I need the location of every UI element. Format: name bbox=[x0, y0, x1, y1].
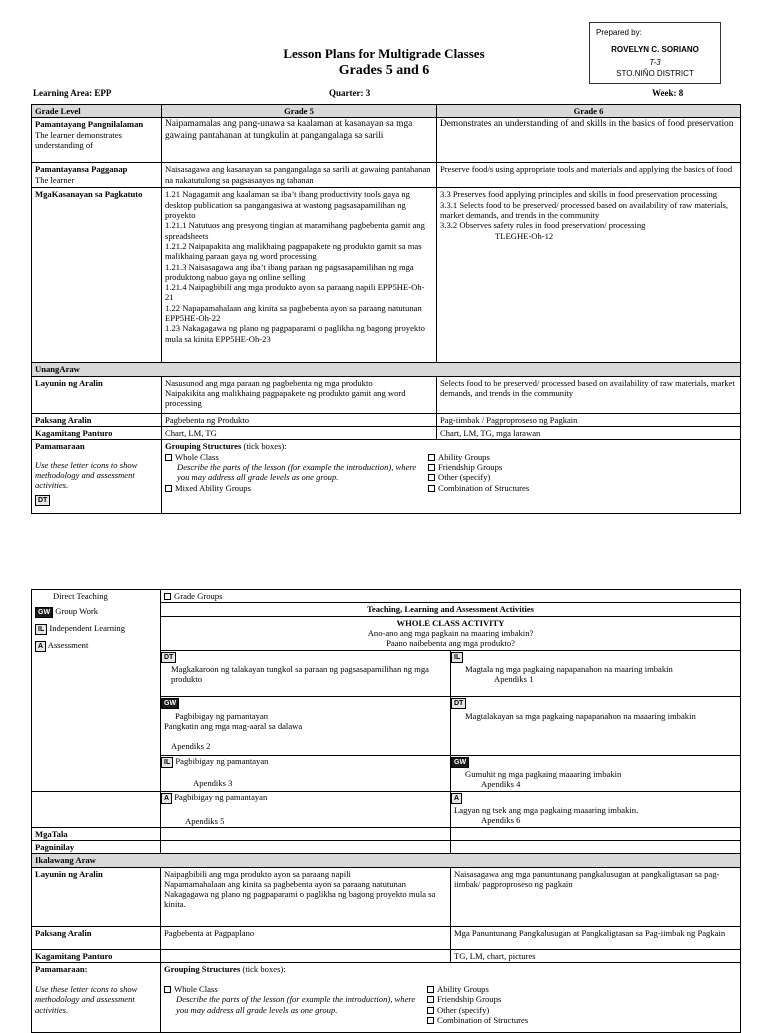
kagamitan2-g6: TG, LM, chart, pictures bbox=[451, 949, 741, 962]
legend-spacer bbox=[32, 791, 161, 827]
paksang-g6: Pag-iimbak / Pagproproseso ng Pagkain bbox=[437, 413, 741, 426]
pagganap-label: Pamantayansa Pagganap The learner bbox=[32, 163, 162, 188]
unang-araw-header: UnangAraw bbox=[32, 363, 741, 376]
paksang2-label: Paksang Aralin bbox=[32, 926, 161, 949]
activity-g5-4: A Pagbibigay ng pamantayan Apendiks 5 bbox=[161, 791, 451, 827]
kagamitan2-label: Kagamitang Panturo bbox=[32, 949, 161, 962]
a-icon: A bbox=[451, 793, 462, 804]
grade-groups: Grade Groups bbox=[161, 590, 741, 603]
paksang2-g5: Pagbebenta at Pagpaplano bbox=[161, 926, 451, 949]
layunin-g6: Selects food to be preserved/ processed based on availability of raw materials, market demands, and trends in the community bbox=[437, 376, 741, 413]
dt-icon: DT bbox=[451, 698, 466, 709]
il-icon: IL bbox=[161, 757, 173, 768]
activity-g5-2: GW Pagbibigay ng pamantayan Pangkatin ang mga mag-aaral sa dalawa Apendiks 2 bbox=[161, 696, 451, 755]
grade-groups-checkbox[interactable] bbox=[164, 593, 171, 600]
preparer-name: ROVELYN C. SORIANO bbox=[611, 45, 699, 54]
paksang-g5: Pagbebenta ng Produkto bbox=[162, 413, 437, 426]
document-subtitle: Grades 5 and 6 bbox=[338, 63, 430, 78]
lesson-table-day1 bbox=[31, 104, 741, 514]
whole-class-checkbox[interactable] bbox=[165, 454, 172, 461]
legend-cell: Direct Teaching GW Group Work IL Independent Learning A Assessment bbox=[32, 590, 161, 792]
activity-g6-1: IL Magtala ng mga pagkaing napapanahon na maaring imbakin Apendiks 1 bbox=[451, 650, 741, 696]
layunin2-g6: Naisasagawa ang mga panuntunang pangkalusugan at pangkaligtasan sa pag-iimbak/ pagproproseso ng pagkain bbox=[451, 867, 741, 926]
ikalawang-araw-header: Ikalawang Araw bbox=[32, 854, 741, 867]
header-grade6: Grade 6 bbox=[437, 105, 741, 118]
combination-checkbox[interactable] bbox=[428, 485, 435, 492]
other-checkbox[interactable] bbox=[428, 474, 435, 481]
mgatala-g6 bbox=[451, 827, 741, 840]
other-checkbox[interactable] bbox=[427, 1007, 434, 1014]
layunin2-g5: Naipagbibili ang mga produkto ayon sa paraang napili Napamamahalaan ang kinita sa pagbebenta ayon sa paraang natutunan Nakagagawa ng plano ng pagpaparami o paglikha ng bagong proyekto mula sa kinita. bbox=[161, 867, 451, 926]
pamantayang-g6: Demonstrates an understanding of and skills in the basics of food preservation bbox=[437, 118, 741, 163]
pagninilay-g5 bbox=[161, 840, 451, 853]
activity-g6-4: A Lagyan ng tsek ang mga pagkaing maaaring imbakin. Apendiks 6 bbox=[451, 791, 741, 827]
kagamitan-g5: Chart, LM, TG bbox=[162, 426, 437, 439]
pamantayang-label: Pamantayang Pangnilalaman The learner demonstrates understanding of bbox=[32, 118, 162, 163]
week: Week: 8 bbox=[652, 88, 684, 98]
preparer-district: STO.NIÑO DISTRICT bbox=[616, 69, 694, 78]
pagganap-g5: Naisasagawa ang kasanayan sa pangangalaga sa sarili at gawaing pantahanan na nakatutulong sa pagsasaayos ng tahanan bbox=[162, 163, 437, 188]
paksang-label: Paksang Aralin bbox=[32, 413, 162, 426]
pamamaraan-label: Pamamaraan Use these letter icons to show methodology and assessment activities. DT bbox=[32, 440, 162, 514]
il-legend-icon: IL bbox=[35, 624, 47, 635]
ability-groups-checkbox[interactable] bbox=[428, 454, 435, 461]
gw-legend-icon: GW bbox=[35, 607, 53, 618]
header-grade-level: Grade Level bbox=[32, 105, 162, 118]
mixed-ability-checkbox[interactable] bbox=[165, 485, 172, 492]
pagganap-g6: Preserve food/s using appropriate tools and materials and applying the basics of food bbox=[437, 163, 741, 188]
kasanayan-label: MgaKasanayan sa Pagkatuto bbox=[32, 188, 162, 363]
friendship-groups-checkbox[interactable] bbox=[428, 464, 435, 471]
lesson-table-continued bbox=[31, 589, 741, 1033]
header-grade5: Grade 5 bbox=[162, 105, 437, 118]
layunin-g5: Nasusunod ang mga paraan ng pagbebenta ng mga produkto Naipakikita ang malikhaing pagpapakete ng produkto gamit ang word processing bbox=[162, 376, 437, 413]
pagninilay-label: Pagninilay bbox=[32, 840, 161, 853]
activity-g5-1: DT Magkakaroon ng talakayan tungkol sa paraan ng pagsasapamilihan ng mga produkto bbox=[161, 650, 451, 696]
friendship-groups-checkbox[interactable] bbox=[427, 996, 434, 1003]
gw-icon: GW bbox=[451, 757, 469, 768]
paksang2-g6: Mga Panuntunang Pangkalusugan at Pangkaligtasan sa Pag-iimbak ng Pagkain bbox=[451, 926, 741, 949]
gw-icon: GW bbox=[161, 698, 179, 709]
grouping-structures-2: Grouping Structures (tick boxes): Whole Class Describe the parts of the lesson (for example the introduction), where you may address all grade levels as one group. Ability Groups Friendship Groups Other (specify) Combination of Structures bbox=[161, 962, 741, 1032]
whole-class-checkbox[interactable] bbox=[164, 986, 171, 993]
kagamitan-label: Kagamitang Panturo bbox=[32, 426, 162, 439]
pamamaraan2-label: Pamamaraan: Use these letter icons to show methodology and assessment activities. bbox=[32, 962, 161, 1032]
whole-class-activity: WHOLE CLASS ACTIVITY Ano-ano ang mga pagkain na maaring imbakin? Paano naibebenta ang mga produkto? bbox=[161, 616, 741, 650]
quarter: Quarter: 3 bbox=[329, 88, 371, 98]
mgatala-g5 bbox=[161, 827, 451, 840]
mgatala-label: MgaTala bbox=[32, 827, 161, 840]
kasanayan-g5: 1.21 Nagagamit ang kaalaman sa iba’t ibang productivity tools gaya ng desktop publication sa pangangasiwa at wastong pagsasapamilihan ng proyekto 1.21.1 Natutuos ang presyong tingian at maramihang pagbebenta gamit ang spreadsheets 1.21.2 Naipapakita ang malikhaing pagpapakete ng produkto gamit sa mas malikhaing paraan gaya ng word processing 1.21.3 Naisasagawa ang iba’t ibang paraan ng pagsasapamilihan ng mga produktong nabuo gaya ng online selling 1.21.4 Naipagbibili ang mga produkto ayon sa paraang napili EPP5HE-Oh-21 1.22 Napapamahalaan ang kinita sa pagbebenta ayon sa paraang natutunan EPP5HE-Oh-22 1.23 Nakagagawa ng plano ng pagpaparami o paglikha ng bagong proyekto mula sa kinita EPP5HE-Oh-23 bbox=[162, 188, 437, 363]
preparer-grade: T-3 bbox=[649, 58, 661, 67]
combination-checkbox[interactable] bbox=[427, 1017, 434, 1024]
kasanayan-g6: 3.3 Preserves food applying principles and skills in food preservation processing 3.3.1 Selects food to be preserved/ processed based on availability of raw materials, market demands, and trends in the community 3.3.2 Observes safety rules in food preservation/ processing TLEGHE-Oh-12 bbox=[437, 188, 741, 363]
prepared-label: Prepared by: bbox=[596, 28, 642, 37]
ability-groups-checkbox[interactable] bbox=[427, 986, 434, 993]
il-icon: IL bbox=[451, 652, 463, 663]
pamantayang-g5: Naipamamalas ang pang-unawa sa kaalaman at kasanayan sa mga gawaing pantahanan at tungkulin at pangangalaga sa sarili bbox=[162, 118, 437, 163]
a-icon: A bbox=[161, 793, 172, 804]
dt-icon: DT bbox=[35, 495, 50, 506]
document-title: Lesson Plans for Multigrade Classes bbox=[283, 46, 485, 61]
layunin2-label: Layunin ng Aralin bbox=[32, 867, 161, 926]
grouping-structures: Grouping Structures (tick boxes): Whole Class Describe the parts of the lesson (for example the introduction), where you may address all grade levels as one group. Mixed Ability Groups Ability Groups Friendship Groups Other (specify) Combination of Structures bbox=[162, 440, 741, 514]
activity-g6-2: DT Magtalakayan sa mga pagkaing napapanahon na maaaring imbakin bbox=[451, 696, 741, 755]
layunin-label: Layunin ng Aralin bbox=[32, 376, 162, 413]
pagninilay-g6 bbox=[451, 840, 741, 853]
activity-g6-3: GW Gumuhit ng mga pagkaing maaaring imbakin Apendiks 4 bbox=[451, 755, 741, 791]
kagamitan2-g5 bbox=[161, 949, 451, 962]
tla-header: Teaching, Learning and Assessment Activities bbox=[161, 603, 741, 616]
dt-icon: DT bbox=[161, 652, 176, 663]
a-legend-icon: A bbox=[35, 641, 46, 652]
learning-area: Learning Area: EPP bbox=[33, 88, 112, 98]
activity-g5-3: IL Pagbibigay ng pamantayan Apendiks 3 bbox=[161, 755, 451, 791]
kagamitan-g6: Chart, LM, TG, mga larawan bbox=[437, 426, 741, 439]
